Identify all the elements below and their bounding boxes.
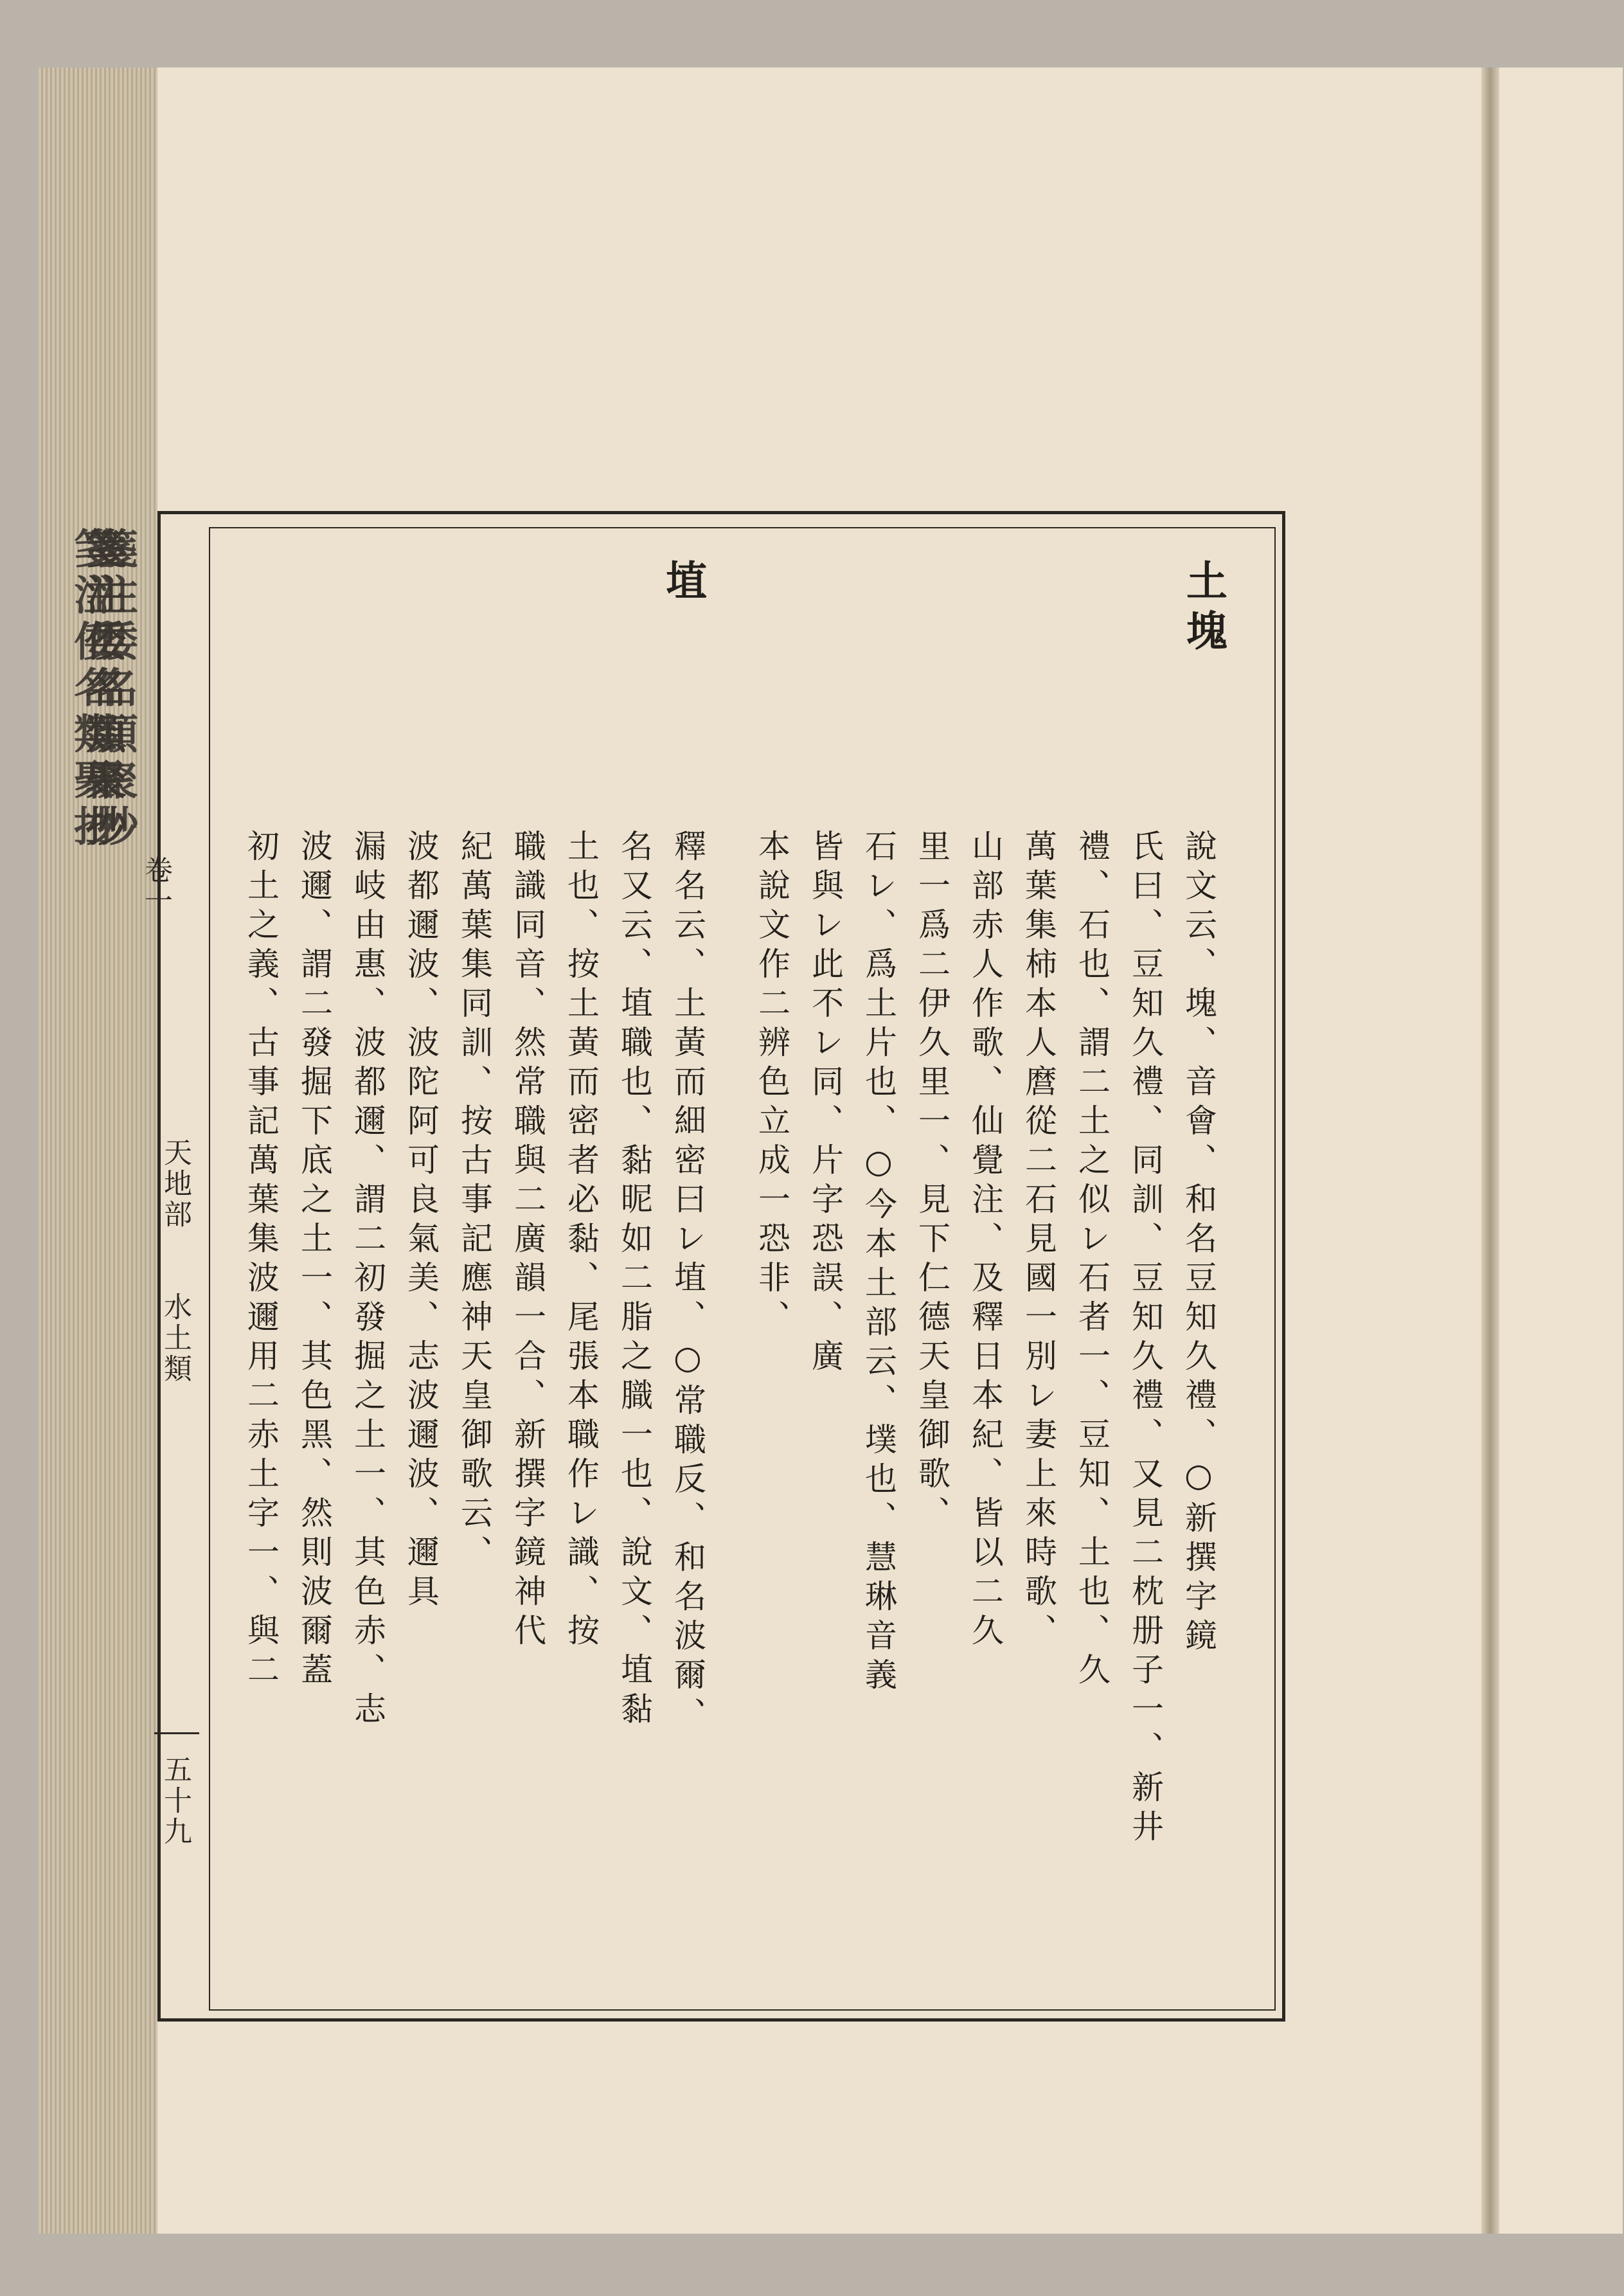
text-line: 釋名云、土黃而細密曰レ埴、○常職反、和名波爾、 <box>669 829 706 1736</box>
text-line: 漏岐由惠、波都邇、謂二初發掘之土一、其色赤、志 <box>349 829 386 1731</box>
category-label: 水土類 <box>159 1292 192 1385</box>
text-line: 氏曰、豆知久禮、同訓、豆知久禮、又見二枕册子一、新井 <box>1127 829 1164 1849</box>
text-line: 初土之義、古事記萬葉集波邇用二赤土字一、與二 <box>242 829 280 1692</box>
text-line: 土也、按土黃而密者必黏、尾張本職作レ識、按 <box>562 829 600 1653</box>
text-line: 說文云、塊、音會、和名豆知久禮、○新撰字鏡 <box>1180 829 1217 1658</box>
section-label: 天地部 <box>159 1138 192 1230</box>
text-line: 萬葉集柿本人麿從二石見國一別レ妻上來時歌、 <box>1020 829 1057 1653</box>
right-page <box>1499 67 1623 2234</box>
text-line: 本說文作二辨色立成一恐非、 <box>753 829 790 1339</box>
text-line: 皆與レ此不レ同、片字恐誤、廣 <box>807 829 844 1378</box>
book-gutter <box>1481 67 1499 2234</box>
text-line: 波都邇波、波陀阿可良氣美、志波邇波、邇具 <box>402 829 440 1613</box>
entry-heading: 土塊 <box>1179 559 1227 659</box>
volume-label: 卷一 <box>139 855 172 917</box>
text-line: 石レ、爲土片也、○今本土部云、墣也、慧琳音義 <box>860 829 897 1697</box>
text-line: 紀萬葉集同訓、按古事記應神天皇御歌云、 <box>456 829 493 1574</box>
text-line: 職識同音、然常職與二廣韻一合、新撰字鏡神代 <box>509 829 546 1653</box>
text-line: 波邇、謂二發掘下底之土一、其色黑、然則波爾蓋 <box>296 829 333 1692</box>
text-line: 山部赤人作歌、仙覺注、及釋日本紀、皆以二久 <box>967 829 1004 1653</box>
text-line: 里一爲二伊久里一、見下仁德天皇御歌、 <box>913 829 950 1535</box>
entry-heading: 埴 <box>659 559 707 609</box>
running-title: 箋注倭名類聚抄 <box>78 527 127 851</box>
text-line: 名又云、埴職也、黏昵如二脂之膱一也、說文、埴黏 <box>616 829 653 1731</box>
page-number: 五十九 <box>159 1755 192 1847</box>
text-line: 禮、石也、謂二土之似レ石者一、豆知、土也、久 <box>1073 829 1111 1692</box>
page-edges <box>39 67 157 2234</box>
